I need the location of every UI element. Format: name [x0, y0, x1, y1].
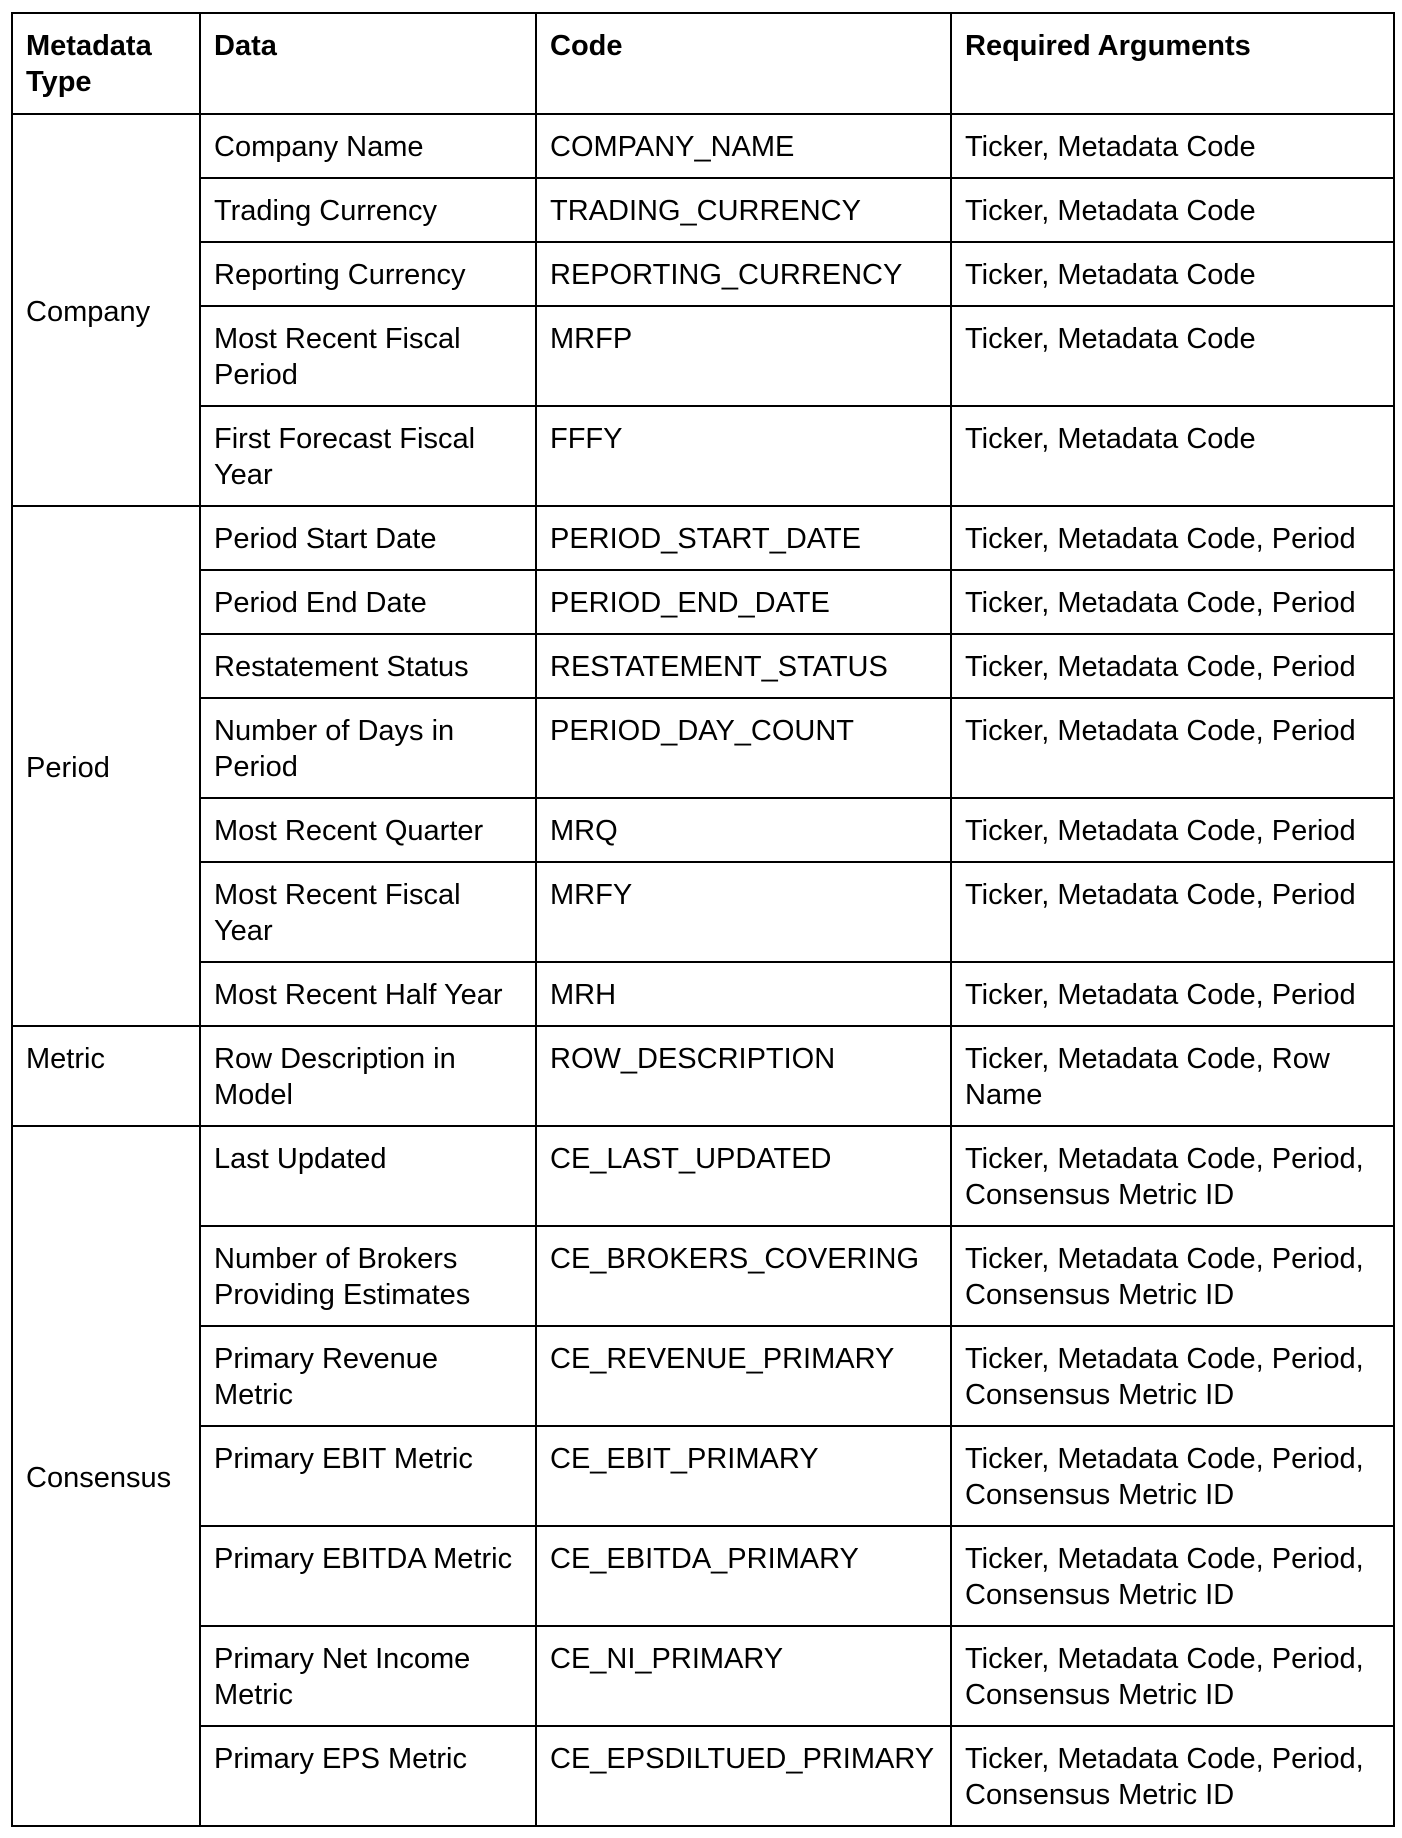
table-row [12, 1726, 1394, 1826]
data-cell: Most Recent Fiscal Year [200, 862, 536, 962]
args-cell: Ticker, Metadata Code, Period [951, 962, 1394, 1026]
table-row [12, 1526, 1394, 1626]
metadata-type-cell: Metric [12, 1026, 200, 1126]
code-cell: MRH [536, 962, 951, 1026]
data-cell: Trading Currency [200, 178, 536, 242]
code-cell: RESTATEMENT_STATUS [536, 634, 951, 698]
header-code: Code [536, 13, 951, 114]
args-cell: Ticker, Metadata Code, Period, Consensus Metric ID [951, 1326, 1394, 1426]
table-row [12, 1626, 1394, 1726]
table-row [12, 962, 1394, 1026]
data-cell: Number of Days in Period [200, 698, 536, 798]
code-cell: CE_NI_PRIMARY [536, 1626, 951, 1726]
data-cell: Primary Net Income Metric [200, 1626, 536, 1726]
table-header-row [12, 13, 1394, 114]
data-cell: First Forecast Fiscal Year [200, 406, 536, 506]
table-row [12, 698, 1394, 798]
code-cell: MRFP [536, 306, 951, 406]
args-cell: Ticker, Metadata Code, Period [951, 862, 1394, 962]
table-row [12, 506, 1394, 570]
code-cell: PERIOD_START_DATE [536, 506, 951, 570]
data-cell: Primary EBITDA Metric [200, 1526, 536, 1626]
code-cell: CE_LAST_UPDATED [536, 1126, 951, 1226]
header-data: Data [200, 13, 536, 114]
data-cell: Last Updated [200, 1126, 536, 1226]
table-row [12, 1326, 1394, 1426]
data-cell: Primary EBIT Metric [200, 1426, 536, 1526]
code-cell: ROW_DESCRIPTION [536, 1026, 951, 1126]
data-cell: Period Start Date [200, 506, 536, 570]
data-cell: Period End Date [200, 570, 536, 634]
args-cell: Ticker, Metadata Code, Row Name [951, 1026, 1394, 1126]
table-row [12, 178, 1394, 242]
data-cell: Most Recent Fiscal Period [200, 306, 536, 406]
table-row [12, 1026, 1394, 1126]
code-cell: COMPANY_NAME [536, 114, 951, 178]
table-row [12, 406, 1394, 506]
code-cell: PERIOD_END_DATE [536, 570, 951, 634]
code-cell: PERIOD_DAY_COUNT [536, 698, 951, 798]
args-cell: Ticker, Metadata Code, Period [951, 506, 1394, 570]
data-cell: Row Description in Model [200, 1026, 536, 1126]
code-cell: CE_EBIT_PRIMARY [536, 1426, 951, 1526]
table-row [12, 634, 1394, 698]
table-row [12, 242, 1394, 306]
args-cell: Ticker, Metadata Code, Period [951, 798, 1394, 862]
table-row [12, 862, 1394, 962]
code-cell: FFFY [536, 406, 951, 506]
metadata-table [11, 12, 1395, 1827]
table-row [12, 570, 1394, 634]
code-cell: CE_EPSDILTUED_PRIMARY [536, 1726, 951, 1826]
code-cell: MRQ [536, 798, 951, 862]
args-cell: Ticker, Metadata Code [951, 114, 1394, 178]
data-cell: Primary Revenue Metric [200, 1326, 536, 1426]
code-cell: REPORTING_CURRENCY [536, 242, 951, 306]
data-cell: Most Recent Quarter [200, 798, 536, 862]
code-cell: CE_BROKERS_COVERING [536, 1226, 951, 1326]
code-cell: CE_REVENUE_PRIMARY [536, 1326, 951, 1426]
args-cell: Ticker, Metadata Code, Period [951, 570, 1394, 634]
metadata-type-cell: Period [12, 506, 200, 1026]
data-cell: Restatement Status [200, 634, 536, 698]
args-cell: Ticker, Metadata Code, Period [951, 698, 1394, 798]
args-cell: Ticker, Metadata Code, Period, Consensus Metric ID [951, 1526, 1394, 1626]
code-cell: TRADING_CURRENCY [536, 178, 951, 242]
table-row [12, 114, 1394, 178]
data-cell: Most Recent Half Year [200, 962, 536, 1026]
args-cell: Ticker, Metadata Code, Period, Consensus Metric ID [951, 1126, 1394, 1226]
header-metadata-type: Metadata Type [12, 13, 200, 114]
args-cell: Ticker, Metadata Code [951, 178, 1394, 242]
table-row [12, 798, 1394, 862]
header-required-arguments: Required Arguments [951, 13, 1394, 114]
table-row [12, 1126, 1394, 1226]
args-cell: Ticker, Metadata Code [951, 306, 1394, 406]
table-row [12, 1226, 1394, 1326]
data-cell: Primary EPS Metric [200, 1726, 536, 1826]
args-cell: Ticker, Metadata Code, Period, Consensus Metric ID [951, 1426, 1394, 1526]
code-cell: MRFY [536, 862, 951, 962]
metadata-type-cell: Company [12, 114, 200, 506]
args-cell: Ticker, Metadata Code, Period, Consensus Metric ID [951, 1226, 1394, 1326]
args-cell: Ticker, Metadata Code [951, 406, 1394, 506]
args-cell: Ticker, Metadata Code, Period, Consensus Metric ID [951, 1626, 1394, 1726]
table-row [12, 1426, 1394, 1526]
args-cell: Ticker, Metadata Code, Period [951, 634, 1394, 698]
data-cell: Reporting Currency [200, 242, 536, 306]
args-cell: Ticker, Metadata Code, Period, Consensus Metric ID [951, 1726, 1394, 1826]
table-row [12, 306, 1394, 406]
code-cell: CE_EBITDA_PRIMARY [536, 1526, 951, 1626]
metadata-type-cell: Consensus [12, 1126, 200, 1826]
data-cell: Company Name [200, 114, 536, 178]
data-cell: Number of Brokers Providing Estimates [200, 1226, 536, 1326]
args-cell: Ticker, Metadata Code [951, 242, 1394, 306]
